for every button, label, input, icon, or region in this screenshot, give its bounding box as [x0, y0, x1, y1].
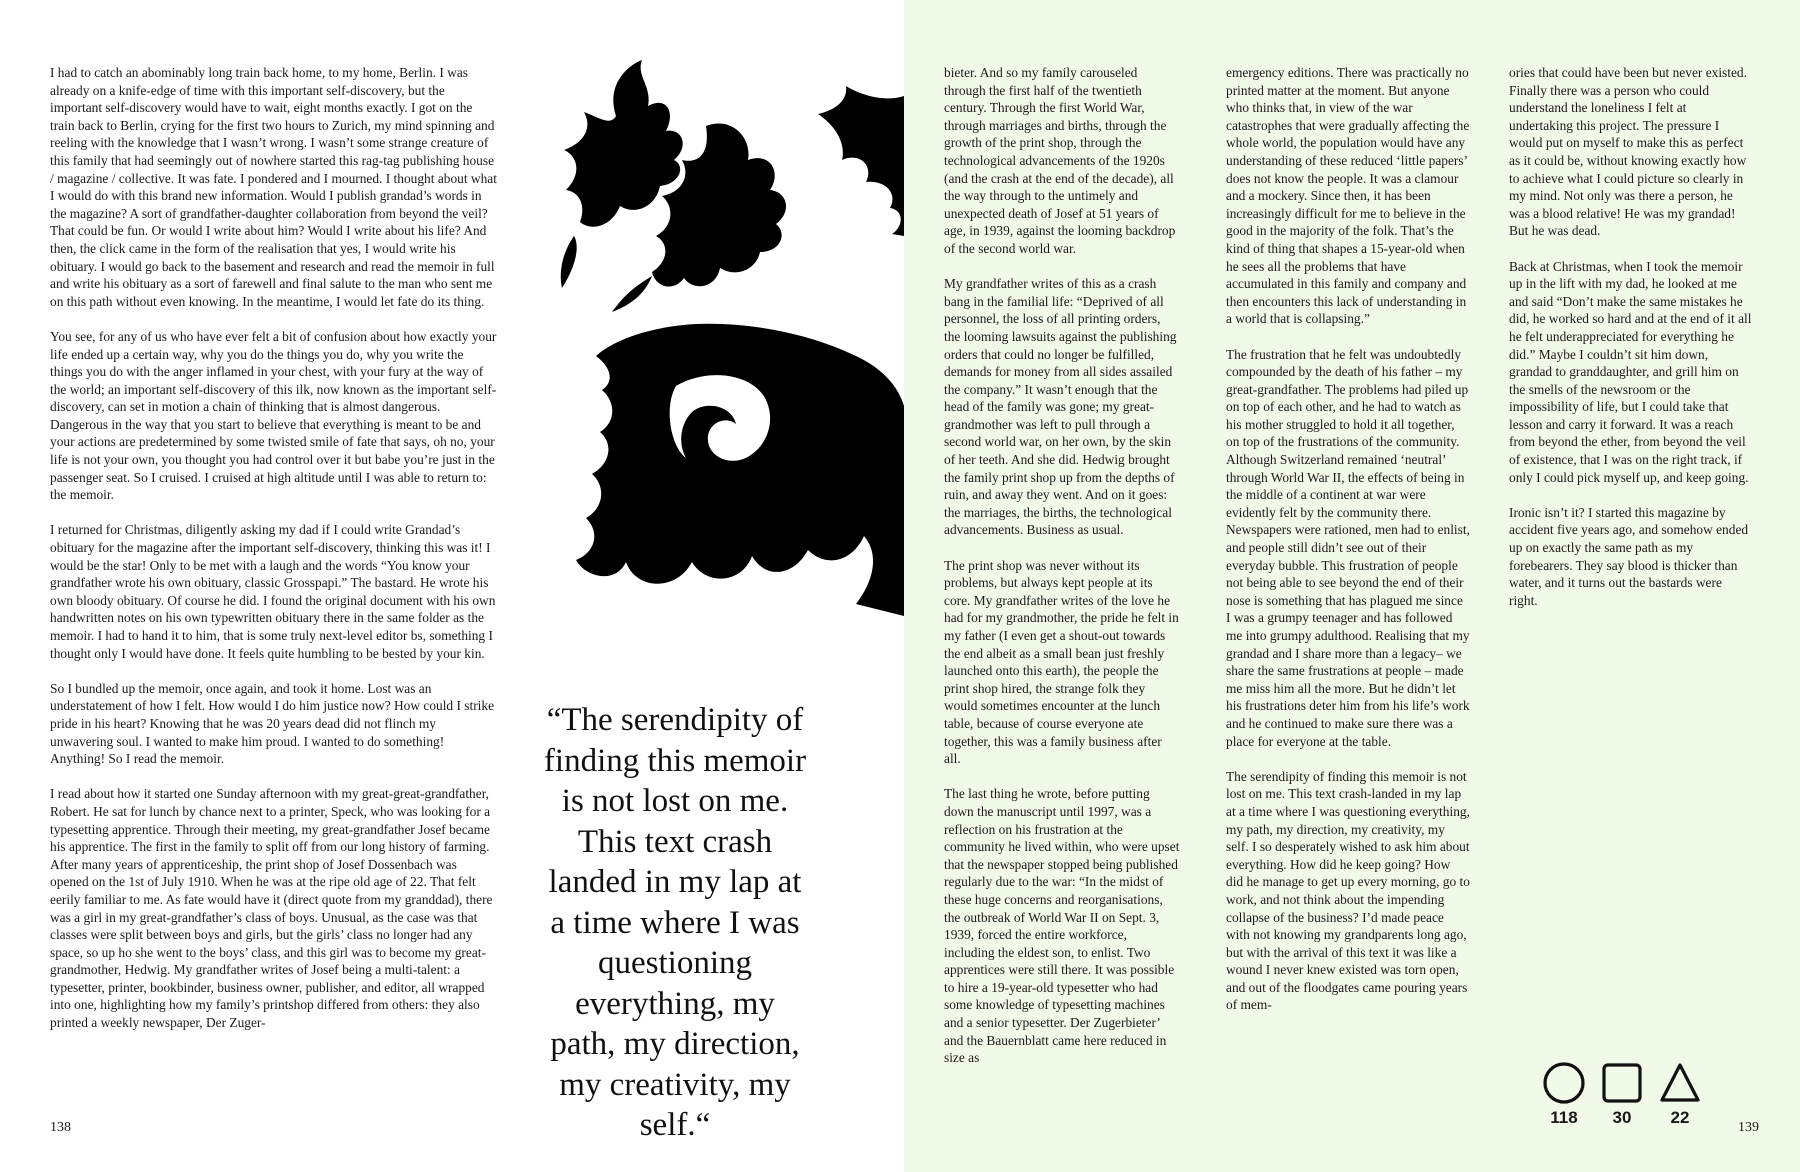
- body-paragraph: The last thing he wrote, before putting down the manuscript until 1997, was a reflection on his frustration at the community he lived within, who were upset that the newspaper stopped being published regularly due to the war: “In the midst of these huge concerns and reorganisations, the outbreak of World War II on Sept. 3, 1939, forced the entire workforce, including the eldest son, to enlist. Two apprentices were still there. It was possible to hire a 19-year-old typesetter who had some knowledge of typesetting machines and a senior typesetter. Der Zugerbieter’ and the Bauernblatt came here reduced in size as: [944, 786, 1180, 1066]
- body-paragraph: The print shop was never without its problems, but always kept people at its core. My grandfather writes of the love he had for my grandmother, the pride he felt in my father (I even get a shout-out towards the end albeit as a small bean just freshly launched onto this earth), the people the print shop hired, the strange folk they would sometimes encounter at the lunch table, because of course everyone ate together, this was a family business after all.: [944, 557, 1179, 767]
- right-body-column-1: [944, 64, 1180, 1084]
- body-paragraph: So I bundled up the memoir, once again, and took it home. Lost was an understatement of how I felt. How would I do him justice now? How could I strike pride in his heart? Knowing that he was 20 years dead did not flinch my unwavering soul. I wanted to make him proud. I wanted to do something! Anything! So I read the memoir.: [50, 680, 495, 767]
- body-paragraph: Back at Christmas, when I took the memoir up in the lift with my dad, he looked at me and said “Don’t make the same mistakes he did, he worked so hard and at the end of it all he felt underappreciated for everything he did.” Maybe I couldn’t sit him down, grandad to granddaughter, and grill him on the smells of the newsroom or the impossibility of life, but I could take that lesson and carry it forward. It was a reach from beyond the ether, from beyond the veil of existence, that I was on the right track, if only I could pick myself up, and keep going.: [1509, 258, 1752, 485]
- body-paragraph: The serendipity of finding this memoir is not lost on me. This text crash-landed in my lap at a time where I was questioning everything, my path, my direction, my creativity, my self. I so desperately wished to ask him about everything. How did he keep going? How did he manage to get up every morning, go to work, and not think about the impending collapse of the business? I’d made peace with not knowing my grandparents long ago, but with the arrival of this text it was like a wound I never knew existed was torn open, and out of the floodgates came pouring years of mem-: [1226, 768, 1470, 1013]
- page-number-left: 138: [50, 1120, 71, 1135]
- square-icon: [1599, 1060, 1645, 1106]
- circle-counter: [1540, 1060, 1588, 1128]
- body-paragraph: I returned for Christmas, diligently asking my dad if I could write Grandad’s obituary for the magazine after the important self-discovery, thinking this was it! I would be the star! Only to be met with a laugh and the words “You know your grandfather wrote his own obituary, classic Grosspapi.” The bastard. He wrote his own bloody obituary. Of course he did. I found the original document with his own handwritten notes on his own typewritten obituary there in the same folder as the memoir. I had to hand it to him, that is some truly next-level editor bs, something I thought only I would have done. It feels quite humbling to be bested by your kin.: [50, 522, 496, 661]
- triangle-icon: [1657, 1060, 1703, 1106]
- right-body-column-2: [1226, 64, 1470, 1032]
- body-paragraph: I had to catch an abominably long train back home, to my home, Berlin. I was already on a knife-edge of time with this important self-discovery, but the important self-discovery would have to wait, eight months exactly. I got on the train back to Berlin, crying for the first two hours to Zurich, my mind spinning and reeling with the knowledge that I wasn’t wrong. I wasn’t some strange creature of this family that had seemingly out of nowhere started this rag-tag publishing house / magazine / collective. It was fate. I pondered and I mourned. I thought about what I would do with this brand new information. Would I publish grandad’s words in the magazine? A sort of grandfather-daughter collaboration from beyond the veil? That could be fun. Or would I write about him? Would I write about his life? And then, the click came in the form of the realisation that yes, I would write his obituary. I would go back to the basement and research and read the memoir in full and write his obituary as a sort of farewell and final salute to the man who sent me on this path without even knowing. In the meantime, I would let fate do its thing.: [50, 65, 497, 309]
- pull-quote: “The serendipity of finding this memoir is not lost on me. This text crash landed in my lap at a time where I was questioning everything, my path, my direction, my creativity, my self.“: [543, 702, 807, 1143]
- body-paragraph: emergency editions. There was practically no printed matter at the moment. But anyone who thinks that, in view of the war catastrophes that were gradually affecting the whole world, the population would have any understanding of these reduced ‘little papers’ does not know the people. It was a clamour and a mockery. Since then, it has been increasingly difficult for me to believe in the good in the majority of the folk. That’s the kind of thing that shapes a 15-year-old when he sees all the problems that have accumulated in this family and company and then encounters this lack of understanding in a world that is collapsing.”: [1226, 65, 1470, 327]
- circle-count: 118: [1550, 1108, 1578, 1127]
- body-paragraph: You see, for any of us who have ever felt a bit of confusion about how exactly your life ended up a certain way, why you do the things you do, why you write the things you do with the anger inflamed in your chest, with your fury at the way of the world; an important self-discovery of this ilk, now known as the important self-discovery, can set in motion a chain of thinking that is almost dangerous. Dangerous in the way that you start to believe that everything is meant to be and your actions are predetermined by some twisted smile of fate that says, oh no, your life is not your own, you thought you had control over it but babe you’re just in the passenger seat. So I cruised. I cruised at high altitude until I was able to return to: the memoir.: [50, 328, 497, 503]
- body-paragraph: ories that could have been but never existed. Finally there was a person who could understand the loneliness I felt at undertaking this project. The pressure I would put on myself to make this as perfect as it could be, without knowing exactly how to achieve what I could picture so clearly in my mind. Not only was there a person, he was a blood relative! He was my grandad! But he was dead.: [1509, 65, 1747, 239]
- body-paragraph: My grandfather writes of this as a crash bang in the familial life: “Deprived of all personnel, the loss of all printing orders, the looming lawsuits against the publishing orders that could no longer be fulfilled, demands for money from all sides assailed the company.” It wasn’t enough that the head of the family was gone; my great-grandmother was left to pull through a second world war, on her own, by the skin of her teeth. And she did. Hedwig brought the family print shop up from the depths of ruin, and away they went. And on it goes: the marriages, the births, the technological advancements. Business as usual.: [944, 276, 1177, 538]
- ink-leaf-illustration: [556, 56, 904, 616]
- triangle-count: 22: [1670, 1108, 1690, 1127]
- body-paragraph: bieter. And so my family carouseled through the first half of the twentieth century. Through the first World War, through marriages and births, through the growth of the print shop, through the technological advancements of the 1920s (and the crash at the end of the decade), all the way through to the untimely and unexpected death of Josef at 51 years of age, in 1939, against the looming backdrop of the second world war.: [944, 65, 1176, 256]
- left-body-column: [50, 64, 498, 1049]
- shape-counters: [1540, 1060, 1704, 1128]
- body-paragraph: Ironic isn’t it? I started this magazine by accident five years ago, and somehow ended up on exactly the same path as my forebearers. They say blood is thicker than water, and it turns out the bastards were right.: [1509, 504, 1749, 608]
- circle-icon: [1541, 1060, 1587, 1106]
- body-paragraph: The frustration that he felt was undoubtedly compounded by the death of his father – my great-grandfather. The problems had piled up on top of each other, and he had to watch as his mother struggled to hold it all together, on top of the frustrations of the community. Although Switzerland remained ‘neutral’ through World War II, the effects of being in the middle of a continent at war were evidently felt by the community there. Newspapers were rationed, men had to enlist, and people still didn’t see out of their everyday bubble. This frustration of people not being able to see beyond the end of their nose is something that has plagued me since I was a grumpy teenager and has followed me into grumpy adulthood. Realising that my grandad and I share more than a legacy– we share the same frustrations at people – made me miss him all the more. But he didn’t let his frustrations deter him from his life’s work and he continued to make sure there was a place for everyone at the table.: [1226, 346, 1470, 749]
- page-number-right: 139: [1738, 1120, 1759, 1135]
- square-counter: [1598, 1060, 1646, 1128]
- square-count: 30: [1612, 1108, 1632, 1127]
- body-paragraph: I read about how it started one Sunday afternoon with my great-great-grandfather, Robert. He sat for lunch by chance next to a printer, Speck, who was looking for a typesetting apprentice. Through their meeting, my great-grandfather Josef became his apprentice. The first in the family to split off from our long history of farming. After many years of apprenticeship, the print shop of Josef Dossenbach was opened on the 1st of July 1910. When he was at the ripe old age of 22. That felt eerily familiar to me. As fate would have it (direct quote from my granddad), there was a girl in my great-grandfather’s class of boys. Unusual, as the case was that classes were split between boys and girls, but the girls’ class no longer had any space, so up ho she went to the boys’ class, and this girl was to become my great-grandmother, Hedwig. My grandfather writes of Josef being a multi-talent: a typesetter, printer, bookbinder, business owner, publisher, and editor, all wrapped into one, highlighting how my family’s printshop differed from others: they also printed a weekly newspaper, Der Zuger-: [50, 786, 493, 1031]
- right-body-column-3: [1509, 64, 1753, 627]
- triangle-counter: [1656, 1060, 1704, 1128]
